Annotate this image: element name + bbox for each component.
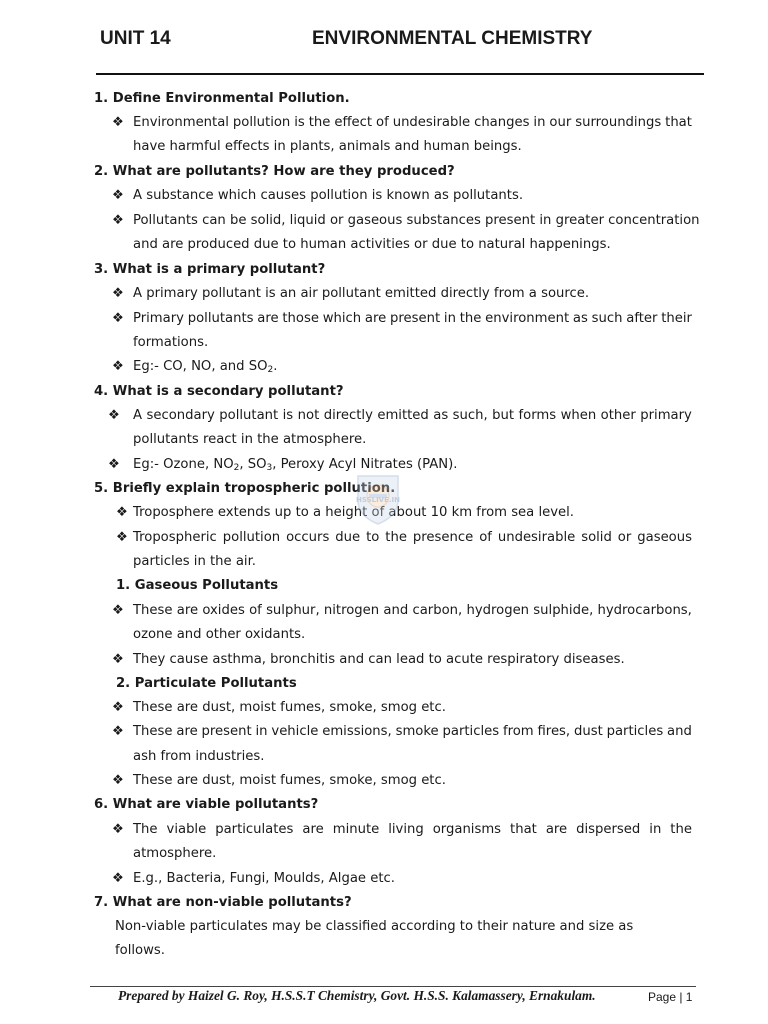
page-number: Page | 1 [648,990,693,1004]
bullet-marker: ❖ [108,457,120,472]
bullet-marker: ❖ [112,311,124,326]
q4-bullet-1-line-2: pollutants react in the atmosphere. [133,432,367,447]
q7-paragraph-line-2: follows. [115,943,165,958]
gaseous-bullet-2: They cause asthma, bronchitis and can lead to acute respiratory diseases. [133,652,625,667]
watermark-logo [352,470,404,528]
bullet-marker: ❖ [112,213,124,228]
bullet-marker: ❖ [116,505,128,520]
q4-bullet-2: Eg:- Ozone, $NO_2$, $SO_3$, Peroxy Acyl Nitrates (PAN). [133,457,458,473]
bullet-marker: ❖ [112,188,124,203]
particulate-bullet-2-line-1: These are present in vehicle emissions, smoke particles from fires, dust particles and [133,724,692,739]
q6-bullet-2: E.g., Bacteria, Fungi, Moulds, Algae etc. [133,871,395,886]
particulate-bullet-2-line-2: ash from industries. [133,749,265,764]
question-2: 2. What are pollutants? How are they produced? [94,164,455,179]
header-rule [96,73,704,75]
bullet-marker: ❖ [112,652,124,667]
q7-paragraph-line-1: Non-viable particulates may be classified according to their nature and size as [115,919,634,934]
particulate-bullet-1: These are dust, moist fumes, smoke, smog etc. [133,700,446,715]
q1-bullet-1-line-1: Environmental pollution is the effect of undesirable changes in our surroundings that [133,115,692,130]
watermark-text: HSSLIVE.IN [355,496,400,504]
bullet-marker: ❖ [112,286,124,301]
question-6: 6. What are viable pollutants? [94,797,319,812]
bullet-marker: ❖ [112,359,124,374]
q5-bullet-2-line-2: particles in the air. [133,554,256,569]
bullet-marker: ❖ [112,773,124,788]
bullet-marker: ❖ [112,871,124,886]
q5-bullet-1: Troposphere extends up to a height of about 10 km from sea level. [133,505,574,520]
bullet-marker: ❖ [112,115,124,130]
bullet-marker: ❖ [112,603,124,618]
q6-bullet-1-line-2: atmosphere. [133,846,217,861]
q3-bullet-3: Eg:- CO, NO, and $SO_2$. [133,359,278,375]
subheading-gaseous-pollutants: 1. Gaseous Pollutants [116,578,279,593]
q3-bullet-2-line-2: formations. [133,335,209,350]
q2-bullet-2-line-2: and are produced due to human activities or due to natural happenings. [133,237,611,252]
bullet-marker: ❖ [116,530,128,545]
footer-credit: Prepared by Haizel G. Roy, H.S.S.T Chemistry, Govt. H.S.S. Kalamassery, Ernakulam. [118,988,596,1003]
bullet-marker: ❖ [108,408,120,423]
q1-bullet-1-line-2: have harmful effects in plants, animals and human beings. [133,139,522,154]
q4-bullet-1-line-1: A secondary pollutant is not directly emitted as such, but forms when other primary [133,408,692,423]
bullet-marker: ❖ [112,822,124,837]
q2-bullet-2-line-1: Pollutants can be solid, liquid or gaseous substances present in greater concentration [133,213,700,228]
question-4: 4. What is a secondary pollutant? [94,384,344,399]
chapter-title: ENVIRONMENTAL CHEMISTRY [312,28,593,49]
question-1: 1. Define Environmental Pollution. [94,91,350,106]
gaseous-bullet-1-line-2: ozone and other oxidants. [133,627,306,642]
q3-bullet-2-line-1: Primary pollutants are those which are present in the environment as such after their [133,311,692,326]
bullet-marker: ❖ [112,700,124,715]
q6-bullet-1-line-1: The viable particulates are minute living organisms that are dispersed in the [133,822,692,837]
bullet-marker: ❖ [112,724,124,739]
unit-label: UNIT 14 [100,28,171,49]
page-header [100,28,708,56]
q2-bullet-1: A substance which causes pollution is known as pollutants. [133,188,524,203]
question-7: 7. What are non-viable pollutants? [94,895,352,910]
question-5: 5. Briefly explain tropospheric pollution. [94,481,396,496]
subheading-particulate-pollutants: 2. Particulate Pollutants [116,676,297,691]
q5-bullet-2-line-1: Tropospheric pollution occurs due to the presence of undesirable solid or gaseous [133,530,692,545]
question-3: 3. What is a primary pollutant? [94,262,326,277]
q3-bullet-1: A primary pollutant is an air pollutant emitted directly from a source. [133,286,590,301]
gaseous-bullet-1-line-1: These are oxides of sulphur, nitrogen and carbon, hydrogen sulphide, hydrocarbons, [133,603,692,618]
particulate-bullet-3: These are dust, moist fumes, smoke, smog etc. [133,773,446,788]
footer-rule [90,986,696,987]
